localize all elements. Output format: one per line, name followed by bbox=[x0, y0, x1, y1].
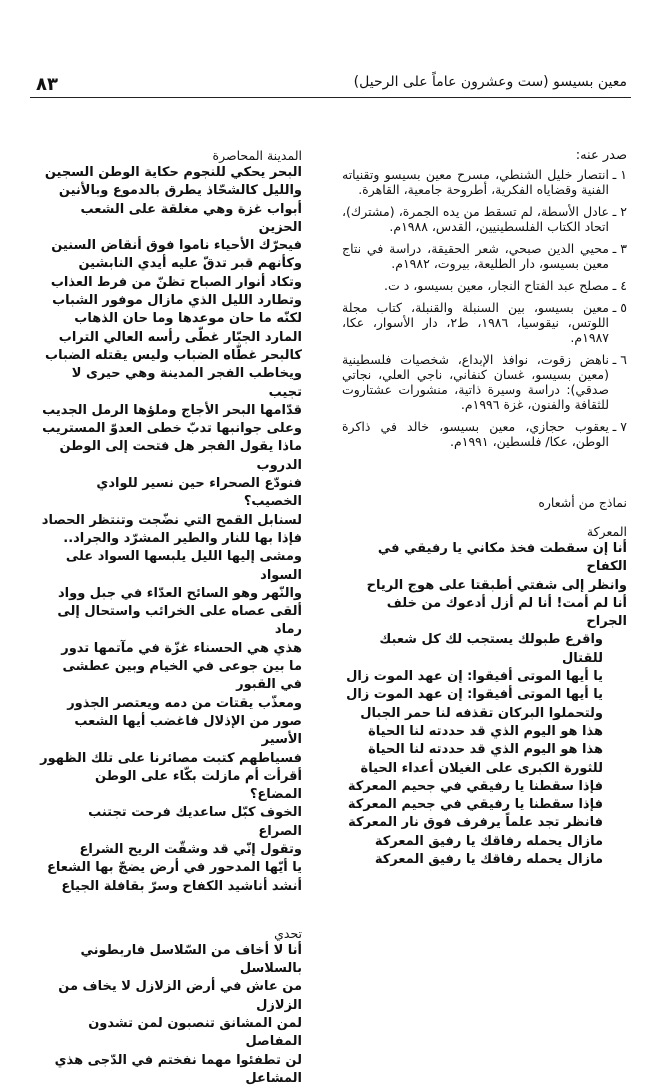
running-title: معين بسيسو (ست وعشرون عاماً على الرحيل) bbox=[353, 74, 627, 90]
verse-line: للثورة الكبرى على الغيلان أعداء الحياة bbox=[360, 760, 603, 776]
verse-line: وعلى جوانبها تدبّ خطى العدوّ المستريب bbox=[42, 421, 302, 437]
sources-heading: صدر عنه: bbox=[575, 148, 627, 163]
reference-number: ٢ ـ bbox=[612, 204, 627, 219]
verse-line: فانظر تجد علماً يرفرف فوق نار المعركة bbox=[348, 815, 603, 831]
verse-line: كالبحر غطّاه الضباب وليس يقتله الضباب bbox=[45, 347, 302, 363]
reference-number: ٦ ـ bbox=[612, 352, 627, 367]
verse-line: وكأنهم قبر تدقّ عليه أيدي النابشين bbox=[78, 256, 302, 272]
poem-title: تحدي bbox=[274, 925, 302, 941]
verse-line: فإذا سقطنا يا رفيقي في جحيم المعركة bbox=[347, 778, 603, 794]
verse-line: أنشد أناشيد الكفاح وسرّ بقافلة الجياع bbox=[61, 878, 302, 894]
verse-line: لكنّه ما حان موعدها وما حان الذهاب bbox=[74, 311, 302, 327]
verse-line: الخوف كبّل ساعديك فرحت تجتنب الصراع bbox=[88, 805, 302, 839]
verse-line: فيحرّك الأحياء ناموا فوق أنقاض السنين bbox=[51, 238, 302, 254]
poem-verses bbox=[40, 942, 302, 1088]
page-header bbox=[30, 66, 631, 96]
verse-line: هذي هي الحسناء غزّة في مآتمها تدور bbox=[61, 640, 302, 656]
reference-text: معين بسيسو، بين السنبلة والقنبلة، كتاب مجلة اللوتس، نيقوسيا، ١٩٨٦، ط٢، دار الأسوار، عكا، ١٩٨٧م. bbox=[342, 300, 609, 345]
reference-item bbox=[342, 241, 627, 271]
reference-number: ٧ ـ bbox=[612, 419, 627, 434]
verse-line: أنا لم أمت! أنا لم أزل أدعوك من خلف الجراح bbox=[386, 595, 627, 630]
reference-text: انتصار خليل الشنطي، مسرح معين بسيسو وتقنياته الفنية وقضاياه الفكرية، أطروحة جامعية، القاهرة. bbox=[342, 167, 609, 197]
verse-line: مازال يحمله رفاقك يا رفيق المعركة bbox=[374, 852, 603, 868]
verse-line: أبواب غزة وهي مغلقة على الشعب الحزين bbox=[80, 201, 302, 235]
verse-line: يا أيّها المدحور في أرض يضجّ بها الشعاع bbox=[47, 860, 302, 876]
verse-line: والنّهر وهو السائح العدّاء في جبل وواد bbox=[57, 585, 302, 601]
reference-text: يعقوب حجازي، معين بسيسو، خالد في ذاكرة الوطن، عكا/ فلسطين، ١٩٩١م. bbox=[342, 419, 609, 449]
verse-line: البحر يحكي للنجوم حكاية الوطن السجين bbox=[44, 165, 302, 180]
verse-line: المارد الجبّار غطّى رأسه العالي التراب bbox=[58, 329, 302, 345]
verse-line: وتكاد أنوار الصباح تظنّ من فرط العذاب bbox=[50, 274, 302, 290]
reference-item bbox=[342, 352, 627, 412]
verse-line: لن تطفئوا مهما نفختم في الدّجى هذي المشاعل bbox=[54, 1052, 302, 1086]
reference-number: ٣ ـ bbox=[612, 241, 627, 256]
verse-line: أقرأت أم مازلت بكّاء على الوطن المضاع؟ bbox=[95, 768, 302, 803]
verse-line: لمن المشانق تنصبون لمن تشدون المفاصل bbox=[88, 1016, 302, 1050]
verse-line: واقرع طبولك يستجب لك كل شعبك للقتال bbox=[379, 632, 603, 666]
verse-line: فسياطهم كتبت مصائرنا على تلك الظهور bbox=[40, 750, 302, 766]
reference-number: ١ ـ bbox=[612, 167, 627, 182]
verse-line: ولتحملوا البركان تقذفه لنا حمر الجبال bbox=[360, 705, 603, 721]
reference-text: مصلح عبد الفتاح النجار، معين بسيسو، د ت. bbox=[384, 278, 609, 293]
samples-heading: نماذج من أشعاره bbox=[538, 495, 627, 510]
verse-line: ومشى إليها الليل يلبسها السواد على السواد bbox=[65, 549, 302, 583]
verse-line: لسنابل القمح التي نضّجت وتنتظر الحصاد bbox=[41, 512, 302, 528]
reference-text: محيي الدين صبحي، شعر الحقيقة، دراسة في نتاج معين بسيسو، دار الطليعة، بيروت، ١٩٨٢م. bbox=[342, 241, 609, 271]
reference-item bbox=[342, 167, 627, 197]
verse-line: ومعذّب يقتات من دمه ويعتصر الجذور bbox=[67, 695, 302, 711]
verse-line: يا أيها الموتى أفيقوا: إن عهد الموت زال bbox=[346, 669, 603, 685]
verse-line: فإذا سقطنا يا رفيقي في جحيم المعركة bbox=[347, 797, 603, 813]
reference-number: ٥ ـ bbox=[612, 300, 627, 315]
verse-line: وانظر إلى شفتي أطبقتا على هوج الرياح bbox=[366, 577, 627, 593]
reference-item bbox=[342, 300, 627, 345]
reference-item bbox=[342, 278, 627, 293]
header-rule bbox=[30, 97, 631, 98]
poem-title: المدينة المحاصرة bbox=[212, 148, 302, 163]
page-number: ٨٣ bbox=[36, 74, 58, 95]
verse-line: والليل كالشحّاذ يطرق بالدموع وبالأنين bbox=[58, 183, 302, 199]
reference-text: ناهض زقوت، نوافذ الإبداع، شخصيات فلسطينية (معين بسيسو، غسان كنفاني، ناجي العلي، نجاتي صدقي): دراسة وسيرة ذاتية، منشورات عشتاروت للثقافة والفنون، غزة ١٩٩٦م. bbox=[342, 352, 609, 412]
reference-number: ٤ ـ bbox=[612, 278, 627, 293]
verse-line: ماذا يقول الفجر هل فتحت إلى الوطن الدروب bbox=[59, 439, 302, 473]
verse-line: يا أيها الموتى أفيقوا: إن عهد الموت زال bbox=[346, 687, 603, 703]
verse-line: ما بين جوعى في الخيام وبين عطشى في القبور bbox=[62, 659, 302, 693]
verse-line: هذا هو اليوم الذي قد حددته لنا الحياة bbox=[368, 723, 603, 739]
right-column bbox=[342, 148, 627, 869]
verse-line: صور من الإذلال فاغضب أيها الشعب الأسير bbox=[74, 713, 302, 748]
verse-line: مازال يحمله رفاقك يا رفيق المعركة bbox=[374, 833, 603, 849]
verse-line: ألقى عصاه على الخرائب واستحال إلى رماد bbox=[57, 604, 302, 638]
reference-list bbox=[342, 167, 627, 449]
verse-line: قدّامها البحر الأجاج وملؤها الرمل الجديب bbox=[42, 402, 302, 418]
poem-verses bbox=[40, 164, 302, 896]
verse-line: من عاش في أرض الزلازل لا يخاف من الزلازل bbox=[58, 979, 302, 1013]
reference-text: عادل الأسطة، لم تسقط من يده الجمرة، (مشترك)، اتحاد الكتاب الفلسطينيين، القدس، ١٩٨٨م. bbox=[342, 204, 609, 234]
verse-line: أنا لا أخاف من السّلاسل فاربطوني بالسلاسل bbox=[80, 942, 302, 977]
poem-verses-indented bbox=[342, 631, 627, 869]
verse-line: هذا هو اليوم الذي قد حددته لنا الحياة bbox=[368, 742, 603, 758]
poem-title: المعركة bbox=[586, 524, 627, 539]
verse-line: فإذا بها للنار والطير المشرّد والجراد.. bbox=[63, 530, 302, 546]
verse-line: وتقول إنّي قد وشقّت الريح الشراع bbox=[79, 841, 302, 857]
verse-line: وتطارد الليل الذي مازال موفور الشباب bbox=[52, 293, 302, 309]
verse-line: فنودّع الصحراء حين نسير للوادي الخصيب؟ bbox=[96, 476, 302, 510]
left-column bbox=[40, 148, 302, 1088]
reference-item bbox=[342, 419, 627, 449]
verse-line: ويخاطب الفجر المدينة وهي حيرى لا تجيب bbox=[71, 366, 302, 400]
reference-item bbox=[342, 204, 627, 234]
verse-line: أنا إن سقطت فخذ مكاني يا رفيقي في الكفاح bbox=[377, 541, 627, 575]
poem-verses bbox=[342, 540, 627, 631]
